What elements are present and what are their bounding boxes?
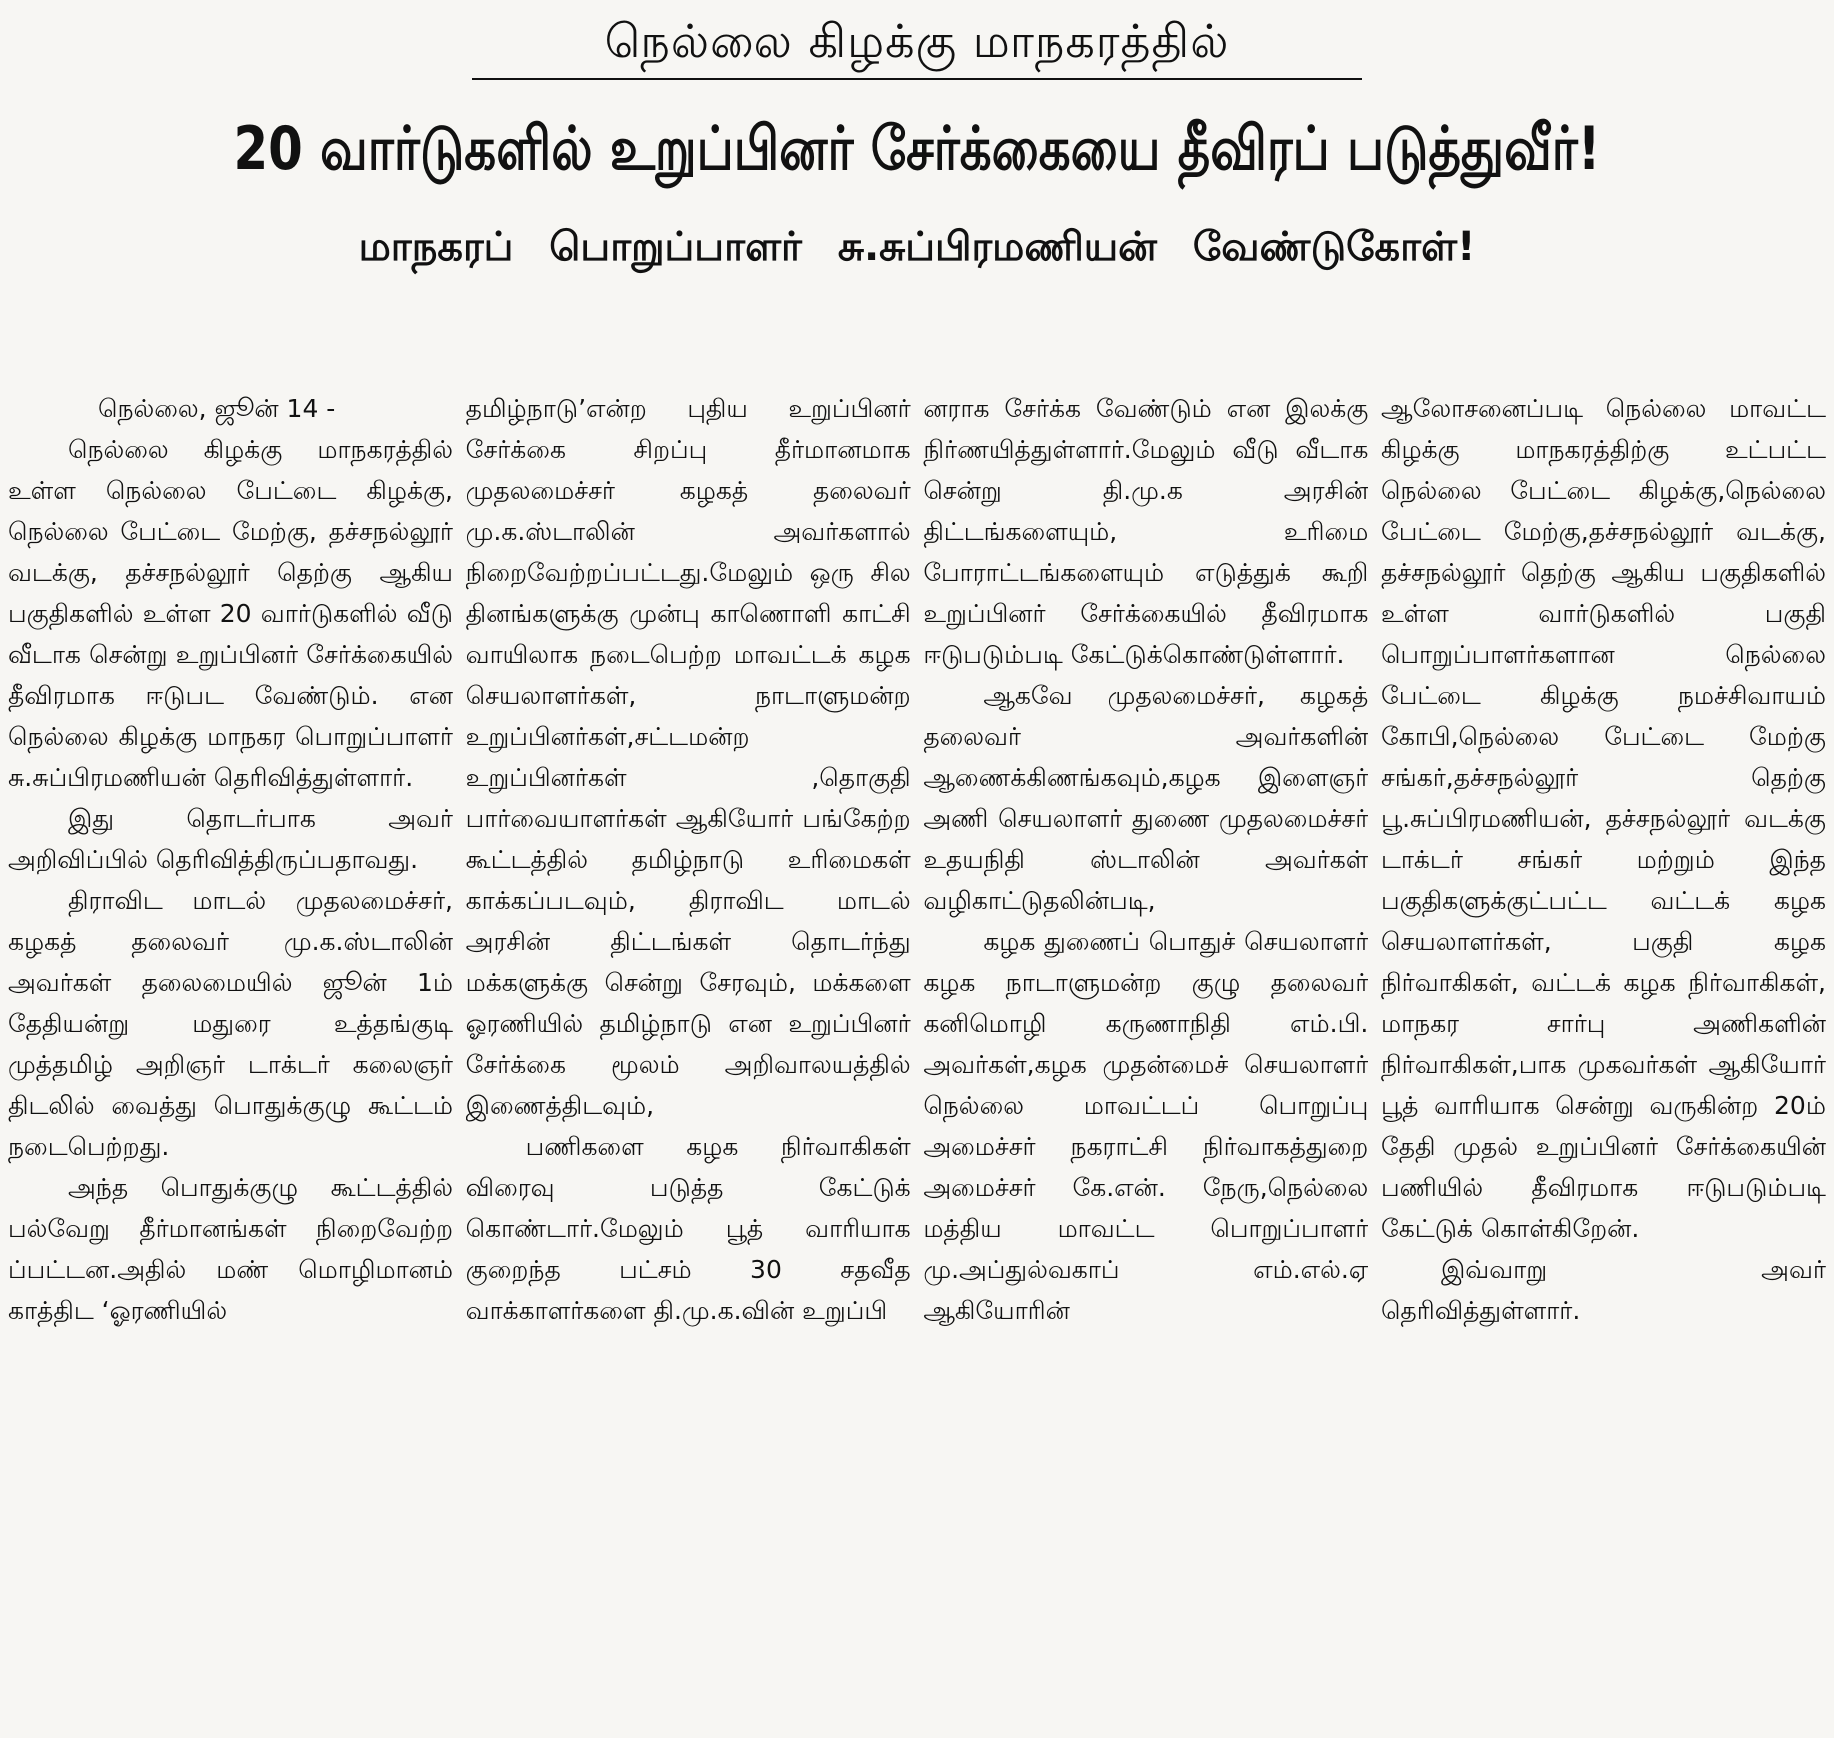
paragraph: தமிழ்நாடு’என்ற புதிய உறுப்பினர் சேர்க்கை சிறப்பு தீர்மானமாக முதலமைச்சர் கழகத் தலைவர் மு.க.ஸ்டாலின் அவர்களால் நிறைவேற்றப்பட்டது.மேலும் ஒரு சில தினங்களுக்கு முன்பு காணொளி காட்சி வாயிலாக நடைபெற்ற மாவட்டக் கழக செயலாளர்கள், நாடாளுமன்ற உறுப்பினர்கள்,சட்டமன்ற உறுப்பினர்கள் ,தொகுதி பார்வையாளர்கள் ஆகியோர் பங்கேற்ற கூட்டத்தில் தமிழ்நாடு உரிமைகள் காக்கப்படவும், திராவிட மாடல் அரசின் திட்டங்கள் தொடர்ந்து மக்களுக்கு சென்று சேரவும், மக்களை ஓரணியில் தமிழ்நாடு என உறுப்பினர் சேர்க்கை மூலம் அறிவாலயத்தில் இணைத்திடவும், (465, 394, 911, 1120)
paragraph: ஆகவே முதலமைச்சர், கழகத் தலைவர் அவர்களின் ஆணைக்கிணங்கவும்,கழக இளைஞர் அணி செயலாளர் துணை முதலமைச்சர் உதயநிதி ஸ்டாலின் அவர்கள் வழிகாட்டுதலின்படி, (923, 681, 1369, 915)
paragraph: கழக துணைப் பொதுச் செயலாளர் கழக நாடாளுமன்ற குழு தலைவர் கனிமொழி கருணாநிதி எம்.பி. அவர்கள்,கழக முதன்மைச் செயலாளர் நெல்லை மாவட்டப் பொறுப்பு அமைச்சர் நகராட்சி நிர்வாகத்துறை அமைச்சர் கே.என். நேரு,நெல்லை மத்திய மாவட்ட பொறுப்பாளர் மு.அப்துல்வகாப் எம்.எல்.ஏ ஆகியோரின் (923, 927, 1369, 1325)
dateline: நெல்லை, ஜூன் 14 - (98, 394, 336, 423)
article-column-4 (1381, 388, 1826, 1728)
article-column-2 (466, 388, 911, 1728)
paragraph: அந்த பொதுக்குழு கூட்டத்தில் பல்வேறு தீர்மானங்கள் நிறைவேற்ற ப்பட்டன.அதில் மண் மொழிமானம் காத்திட ‘ஓரணியில் (8, 1173, 453, 1325)
paragraph: நெல்லை கிழக்கு மாநகரத்தில் உள்ள நெல்லை பேட்டை கிழக்கு, நெல்லை பேட்டை மேற்கு, தச்சநல்லூர் வடக்கு, தச்சநல்லூர் தெற்கு ஆகிய பகுதிகளில் உள்ள 20 வார்டுகளில் வீடு வீடாக சென்று உறுப்பினர் சேர்க்கையில் தீவிரமாக ஈடுபட வேண்டும். என நெல்லை கிழக்கு மாநகர பொறுப்பாளர் சு.சுப்பிரமணியன் தெரிவித்துள்ளார். (8, 435, 453, 792)
article-column-3 (923, 388, 1368, 1728)
sub-headline: மாநகரப் பொறுப்பாளர் சு.சுப்பிரமணியன் வேண்டுகோள்! (358, 224, 1476, 270)
kicker-headline: நெல்லை கிழக்கு மாநகரத்தில் (604, 14, 1230, 68)
article-column-1 (8, 388, 453, 1728)
paragraph: இது தொடர்பாக அவர் அறிவிப்பில் தெரிவித்திருப்பதாவது. (8, 804, 453, 874)
kicker-underline (472, 78, 1362, 80)
paragraph: திராவிட மாடல் முதலமைச்சர், கழகத் தலைவர் மு.க.ஸ்டாலின் அவர்கள் தலைமையில் ஜூன் 1ம் தேதியன்று மதுரை உத்தங்குடி முத்தமிழ் அறிஞர் டாக்டர் கலைஞர் திடலில் வைத்து பொதுக்குழு கூட்டம் நடைபெற்றது. (8, 886, 453, 1161)
paragraph: னராக சேர்க்க வேண்டும் என இலக்கு நிர்ணயித்துள்ளார்.மேலும் வீடு வீடாக சென்று தி.மு.க அரசின் திட்டங்களையும், உரிமை போராட்டங்களையும் எடுத்துக் கூறி உறுப்பினர் சேர்க்கையில் தீவிரமாக ஈடுபடும்படி கேட்டுக்கொண்டுள்ளார். (923, 394, 1369, 669)
main-headline: 20 வார்டுகளில் உறுப்பினர் சேர்க்கையை தீவிரப் படுத்துவீர்! (233, 114, 1601, 184)
paragraph: ஆலோசனைப்படி நெல்லை மாவட்ட கிழக்கு மாநகரத்திற்கு உட்பட்ட நெல்லை பேட்டை கிழக்கு,நெல்லை பேட்டை மேற்கு,தச்சநல்லூர் வடக்கு, தச்சநல்லூர் தெற்கு ஆகிய பகுதிகளில் உள்ள வார்டுகளில் பகுதி பொறுப்பாளர்களான நெல்லை பேட்டை கிழக்கு நமச்சிவாயம் கோபி,நெல்லை பேட்டை மேற்கு சங்கர்,தச்சநல்லூர் தெற்கு பூ.சுப்பிரமணியன், தச்சநல்லூர் வடக்கு டாக்டர் சங்கர் மற்றும் இந்த பகுதிகளுக்குட்பட்ட வட்டக் கழக செயலாளர்கள், பகுதி கழக நிர்வாகிகள், வட்டக் கழக நிர்வாகிகள், மாநகர சார்பு அணிகளின் நிர்வாகிகள்,பாக முகவர்கள் ஆகியோர் பூத் வாரியாக சென்று வருகின்ற 20ம் தேதி முதல் உறுப்பினர் சேர்க்கையின் பணியில் தீவிரமாக ஈடுபடும்படி கேட்டுக் கொள்கிறேன். (1380, 394, 1826, 1243)
paragraph: பணிகளை கழக நிர்வாகிகள் விரைவு படுத்த கேட்டுக் கொண்டார்.மேலும் பூத் வாரியாக குறைந்த பட்சம் 30 சதவீத வாக்காளர்களை தி.மு.க.வின் உறுப்பி (465, 1132, 911, 1325)
article-body (8, 388, 1826, 1728)
paragraph: இவ்வாறு அவர் தெரிவித்துள்ளார். (1380, 1255, 1826, 1325)
